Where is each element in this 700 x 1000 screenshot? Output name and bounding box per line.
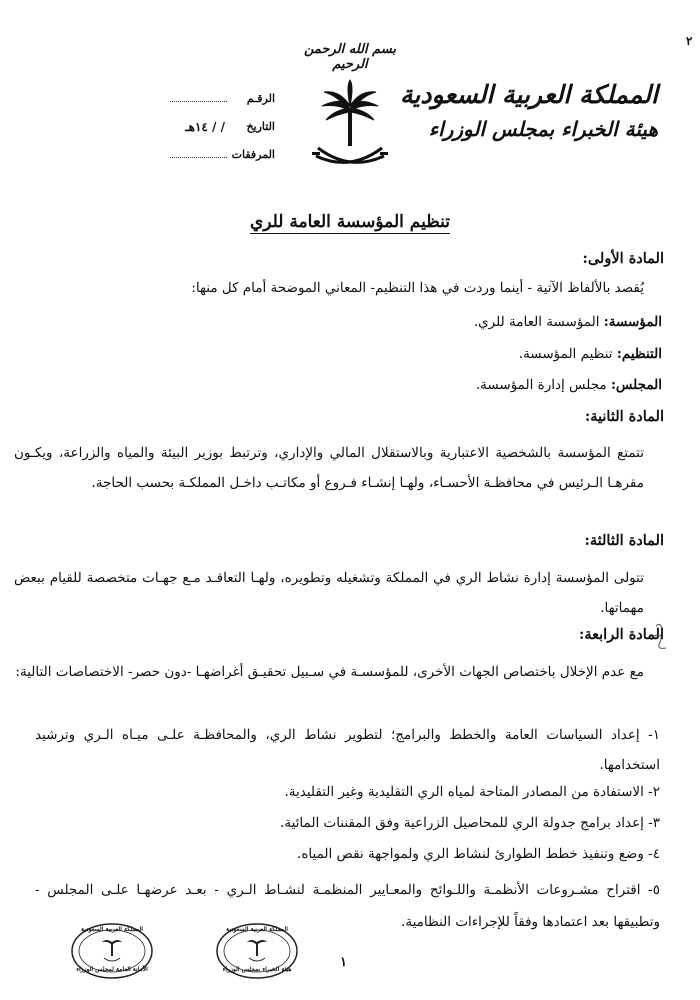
article-3-text: تتولى المؤسسة إدارة نشاط الري في المملكة وتشغيله وتطويره، ولهـا التعاقـد مـع جهـات متخصصة للقيام ببعض مهماتها.: [14, 570, 644, 616]
date-label: التاريخ: [246, 120, 275, 133]
reference-field: [170, 92, 275, 108]
article-4-item-3: ٣- إعداد برامج جدولة الري للمحاصيل الزراعية وفق المقننات المائية.: [280, 815, 660, 831]
seal-left-line2: الأمانة العامة لمجلس الوزراء: [76, 966, 148, 973]
definition-regulation: [519, 346, 662, 362]
article-4-item-5: ٥- اقتراح مشـروعات الأنظمـة واللـوائح والمعـايير المنظمـة لنشـاط الـري - بعـد عرضهـا علـى المجلس - وتطبيقها بعد اعتمادها وفقاً للإجراءات النظامية.: [35, 882, 660, 930]
definition-term: المجلس:: [610, 377, 662, 393]
basmala: بسم الله الرحمن الرحيم: [304, 42, 396, 72]
document-title-text: تنظيم المؤسسة العامة للري: [249, 212, 451, 232]
article-4-intro: مع عدم الإخلال باختصاص الجهات الأخرى، للمؤسسـة في سـبيل تحقيـق أغراضهـا -دون حصر- الاختصاصات التالية:: [15, 664, 644, 680]
definition-text: المؤسسة العامة للري.: [473, 314, 604, 330]
article-4-item-1: ١- إعداد السياسات العامة والخطط والبرامج؛ لتطوير نشاط الري، والمحافظـة علـى ميـاه الـري وترشيد استخدامها.: [35, 727, 660, 773]
government-name: المملكة العربية السعودية: [399, 80, 658, 109]
article-4-item-4: ٤- وضع وتنفيذ خطط الطوارئ لنشاط الري ولمواجهة نقص المياه.: [297, 846, 660, 862]
palm-swords-emblem: [310, 76, 390, 176]
date-field: [170, 120, 275, 136]
seal-right-line2: هيئة الخبراء بمجلس الوزراء: [222, 966, 292, 973]
definition-board: [476, 377, 662, 393]
page-number: ١: [340, 955, 347, 970]
margin-scribble: [650, 620, 680, 656]
article-3-heading: المادة الثالثة:: [584, 532, 664, 549]
attachments-field: [170, 148, 275, 164]
corner-mark: ٢: [686, 34, 693, 48]
attachments-dotted-line: [170, 157, 227, 158]
document-title: [0, 212, 700, 232]
reference-label: الرقـم: [246, 92, 275, 105]
article-1-heading: المادة الأولى:: [582, 250, 664, 267]
seal-right-line1: المملكة العربية السعودية: [226, 926, 288, 933]
article-4-heading: المادة الرابعة:: [579, 626, 664, 643]
article-4-item-2: ٢- الاستفادة من المصادر المتاحة لمياه الري التقليدية وغير التقليدية.: [284, 784, 660, 800]
attachments-label: المرفقات: [231, 148, 275, 161]
government-header: [399, 80, 658, 144]
date-value: / / ١٤هـ: [185, 120, 225, 134]
article-2-text: تتمتع المؤسسة بالشخصية الاعتبارية وبالاستقلال المالي والإداري، وترتبط بوزير البيئة والمياه والزراعة، ويكـون مقرهـا الـرئيس في محافظـة الأحسـاء، ولهـا إنشـاء فـروع أو مكاتـب داخـل المملكـة بحسب الحاجة.: [14, 445, 644, 491]
definition-text: تنظيم المؤسسة.: [518, 346, 617, 362]
article-2-heading: المادة الثانية:: [584, 408, 664, 425]
definition-term: التنظيم:: [616, 346, 662, 362]
definition-institution: [474, 314, 662, 330]
reference-dotted-line: [170, 101, 227, 102]
seal-left-line1: المملكة العربية السعودية: [81, 926, 143, 933]
authority-name: هيئة الخبراء بمجلس الوزراء: [428, 117, 658, 141]
definition-term: المؤسسة:: [603, 314, 662, 330]
article-1-intro: يُقصد بالألفاظ الآتية - أينما وردت في هذا التنظيم- المعاني الموضحة أمام كل منها:: [191, 280, 644, 296]
definition-text: مجلس إدارة المؤسسة.: [475, 377, 611, 393]
